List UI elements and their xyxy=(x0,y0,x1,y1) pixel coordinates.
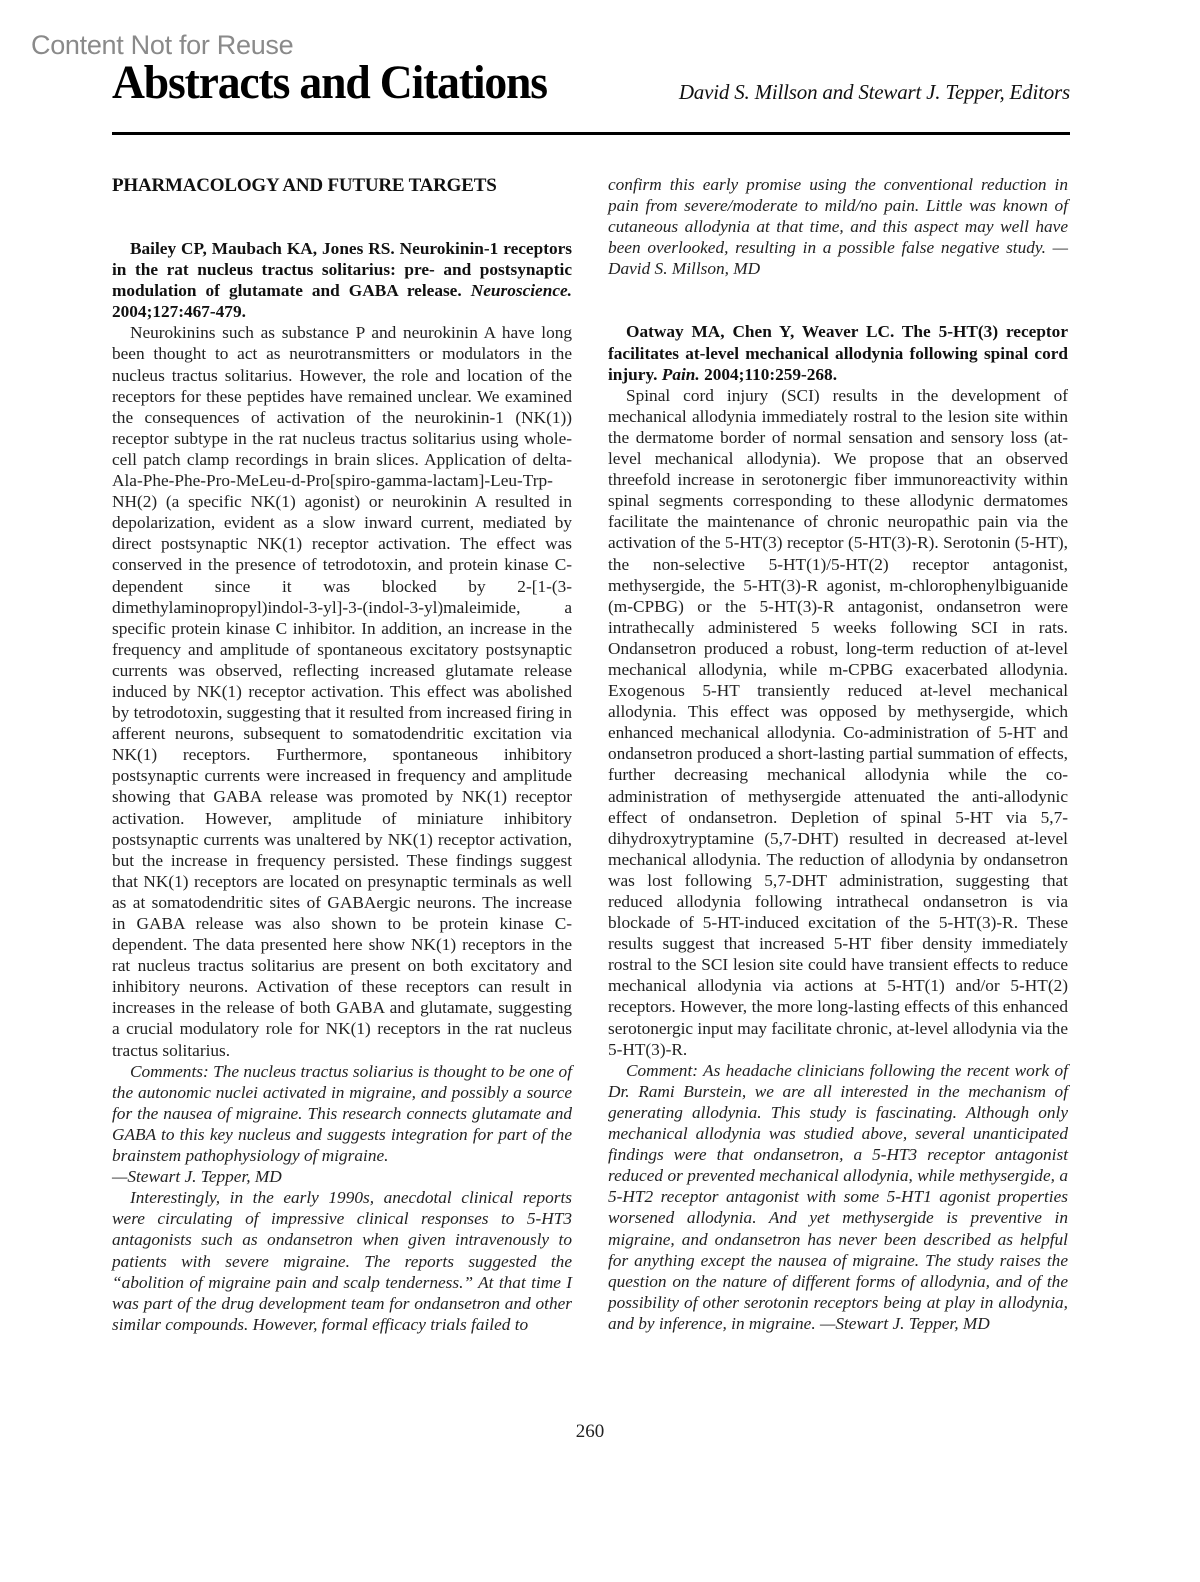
abstract-bailey: Neurokinins such as substance P and neurokinin A have long been thought to act as neurotransmitters or modulators in the nucleus tractus solitarius. However, the role and location of the receptors for these peptides have remained unclear. We examined the consequences of activation of the neurokinin-1 (NK(1)) receptor subtype in the rat nucleus tractus solitarius using whole-cell patch clamp recordings in brain slices. Application of delta-Ala-Phe-Phe-Pro-MeLeu-d-Pro[spiro-gamma-lactam]-Leu-Trp-NH(2) (a specific NK(1) agonist) or neurokinin A resulted in depolarization, evident as a slow inward current, mediated by direct postsynaptic NK(1) receptor activation. The effect was conserved in the presence of tetrodotoxin, and protein kinase C-dependent since it was blocked by 2-[1-(3-dimethylaminopropyl)indol-3-yl]-3-(indol-3-yl)maleimide, a specific protein kinase C inhibitor. In addition, an increase in the frequency and amplitude of spontaneous excitatory postsynaptic currents was observed, reflecting increased glutamate release induced by NK(1) receptor activation. This effect was abolished by tetrodotoxin, suggesting that it resulted from increased firing in afferent neurons, subsequent to somatodendritic excitation via NK(1) receptors. Furthermore, spontaneous inhibitory postsynaptic currents were increased in frequency and amplitude showing that GABA release was promoted by NK(1) receptor activation. However, amplitude of miniature inhibitory postsynaptic currents was unaltered by NK(1) receptor activation, but the increase in frequency persisted. These findings suggest that NK(1) receptors are located on presynaptic terminals as well as at somatodendritic sites of GABAergic neurons. The increase in GABA release was also shown to be protein kinase C-dependent. The data presented here show NK(1) receptors in the rat nucleus tractus solitarius are present on both excitatory and inhibitory neurons. Activation of these receptors can result in increases in the release of both GABA and glutamate, suggesting a crucial modulatory role for NK(1) receptors in the rat nucleus tractus solitarius. xyxy=(112,323,572,1060)
citation-title: Bailey CP, Maubach KA, Jones RS. Neurokinin-1 receptors in the rat nucleus tractus solitarius: pre- and postsynaptic modulation of glutamate and GABA release. xyxy=(112,239,572,301)
citation-journal: Pain. xyxy=(661,364,700,384)
abstract-oatway: Spinal cord injury (SCI) results in the development of mechanical allodynia immediately rostral to the lesion site within the dermatome border of normal sensation and sensory loss (at-level mechanical allodynia). We propose that an observed threefold increase in serotonergic fiber immunoreactivity within spinal segments corresponding to these allodynic dermatomes facilitate the maintenance of chronic neuropathic pain via the activation of the 5-HT(3) receptor (5-HT(3)-R). Serotonin (5-HT), the non-selective 5-HT(1)/5-HT(2) receptor antagonist, methysergide, the 5-HT(3)-R agonist, m-chlorophenylbiguanide (m-CPBG) or the 5-HT(3)-R antagonist, ondansetron were intrathecally administered 5 weeks following SCI in rats. Ondansetron produced a robust, long-term reduction of at-level mechanical allodynia, while m-CPBG exacerbated allodynia. Exogenous 5-HT transiently reduced at-level mechanical allodynia. This effect was opposed by methysergide, which enhanced mechanical allodynia. Co-administration of 5-HT and ondansetron produced a short-lasting partial summation of effects, further decreasing mechanical allodynia while the co-administration of methysergide attenuated the anti-allodynic effect of ondansetron. Depletion of spinal 5-HT via 5,7-dihydroxytryptamine (5,7-DHT) resulted in decreased at-level mechanical allodynia. The reduction of allodynia by ondansetron was lost following 5,7-DHT administration, suggesting that reduced allodynia following intrathecal ondansetron is via blockade of 5-HT-induced excitation of the 5-HT(3)-R. These results suggest that increased 5-HT fiber density immediately rostral to the SCI lesion site could have transient effects to reduce mechanical allodynia via actions at 5-HT(1) and/or 5-HT(2) receptors. However, the more long-lasting effects of this enhanced serotonergic input may facilitate chronic, at-level allodynia via the 5-HT(3)-R. xyxy=(608,385,1068,1059)
citation-journal: Neuroscience. xyxy=(470,281,573,301)
citation-reference: 2004;127:467-479. xyxy=(112,302,246,322)
watermark: Content Not for Reuse xyxy=(31,30,294,60)
citation-reference: 2004;110:259-268. xyxy=(704,364,838,384)
header-rule xyxy=(112,132,1070,135)
citation-oatway xyxy=(608,321,1068,384)
comment-signature: —Stewart J. Tepper, MD xyxy=(112,1167,282,1187)
citation-title: Oatway MA, Chen Y, Weaver LC. The 5-HT(3) receptor facilitates at-level mechanical allodynia following spinal cord injury. xyxy=(608,322,1068,384)
page-number: 260 xyxy=(575,1421,605,1442)
right-column xyxy=(608,174,1068,1334)
comment-millson-bailey-part1: Interestingly, in the early 1990s, anecdotal clinical reports were circulating of impressive clinical responses to 5-HT3 antagonists such as ondansetron when given intravenously to patients with severe migraine. The reports suggested the “abolition of migraine pain and scalp tenderness.” At that time I was part of the drug development team for ondansetron and other similar compounds. However, formal efficacy trials failed to xyxy=(112,1188,572,1334)
article-spacer xyxy=(608,279,1068,321)
page-title: Abstracts and Citations xyxy=(112,56,547,109)
citation-bailey xyxy=(112,238,572,322)
comment-tepper-bailey xyxy=(112,1061,572,1188)
section-heading: PHARMACOLOGY AND FUTURE TARGETS xyxy=(112,175,497,196)
comment-text: Comments: The nucleus tractus soliarius is thought to be one of the autonomic nuclei activated in migraine, and possibly a source for the nausea of migraine. This research connects glutamate and GABA to this key nucleus and suggests integration for part of the brainstem pathophysiology of migraine. xyxy=(112,1061,572,1166)
left-column xyxy=(112,174,572,1335)
comment-tepper-oatway: Comment: As headache clinicians following the recent work of Dr. Rami Burstein, we are all interested in the mechanism of generating allodynia. This study is fascinating. Although only mechanical allodynia was studied above, several unanticipated findings were that ondansetron, a 5-HT3 receptor antagonist reduced or prevented mechanical allodynia, while methysergide, a 5-HT2 receptor antagonist with some 5-HT1 agonist properties worsened allodynia. And yet methysergide is preventive in migraine, and ondansetron has never been described as helpful for anything except the nausea of migraine. The study raises the question on the nature of different forms of allodynia, and of the possibility of other serotonin receptors being at play in allodynia, and by inference, in migraine. —Stewart J. Tepper, MD xyxy=(608,1060,1068,1333)
comment-millson-bailey-part2: confirm this early promise using the conventional reduction in pain from severe/moderate to mild/no pain. Little was known of cutaneous allodynia at that time, and this aspect may well have been overlooked, resulting in a possible false negative study. —David S. Millson, MD xyxy=(608,175,1068,279)
editors-line: David S. Millson and Stewart J. Tepper, Editors xyxy=(678,80,1070,104)
masthead xyxy=(112,58,1070,108)
